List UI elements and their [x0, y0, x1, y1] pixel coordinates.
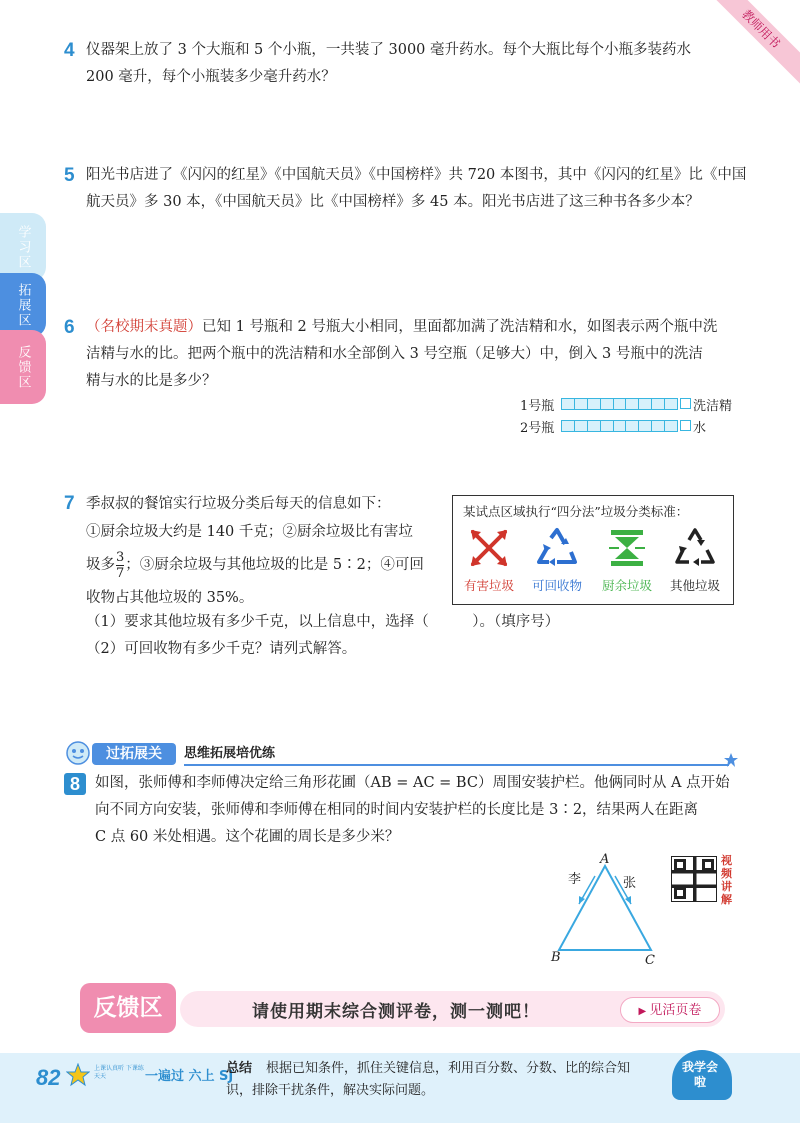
recyclable-waste-label: 可回收物 — [531, 578, 582, 593]
see-worksheet-button[interactable] — [620, 997, 720, 1023]
fraction-numerator: 3 — [116, 549, 125, 565]
vertex-a: A — [600, 852, 610, 867]
question-number: 4 — [64, 40, 75, 61]
question-8-line-2: 向不同方向安装，张师傅和李师傅在相同的时间内安装护栏的长度比是 3∶2，结果两人在距离 — [95, 802, 699, 818]
vertex-b: B — [551, 950, 561, 965]
question-7-text — [86, 490, 446, 612]
recyclable-waste — [525, 526, 589, 593]
question-4-line-2: 200 毫升，每个小瓶装多少毫升药水？ — [86, 69, 336, 85]
question-8-text — [95, 770, 730, 851]
summary-label: 总结 — [226, 1061, 253, 1076]
bottle-1-bar — [561, 398, 678, 410]
question-4-text — [86, 37, 691, 91]
detergent-legend-box — [680, 398, 691, 409]
question-8-badge — [64, 773, 86, 795]
section-subtitle: 思维拓展培优练 — [184, 746, 276, 761]
kitchen-waste-label: 厨余垃圾 — [601, 578, 652, 593]
qr-code[interactable] — [671, 856, 717, 902]
question-number: 5 — [64, 165, 75, 186]
kitchen-waste — [595, 526, 659, 593]
question-number: 6 — [64, 317, 75, 338]
question-6-line-2: 洁精与水的比。把两个瓶中的洗洁精和水全部倒入 3 号空瓶（足够大）中，倒入 3 号瓶中的洗洁 — [86, 346, 703, 362]
other-waste-label: 其他垃圾 — [669, 578, 720, 593]
mascot-icon — [64, 739, 92, 767]
feedback-banner — [80, 983, 730, 1033]
brand-slogan: 上课认真听 下课练天天 — [94, 1065, 144, 1080]
fraction — [116, 550, 124, 581]
waste-box-title: 某试点区域执行“四分法”垃圾分类标准： — [463, 504, 689, 519]
hazardous-waste — [457, 526, 521, 593]
section-title: 过拓展关 — [92, 743, 176, 765]
recycle-icon — [535, 526, 579, 570]
vertex-c: C — [645, 953, 655, 968]
hazardous-waste-icon — [467, 526, 511, 570]
star-icon — [66, 1063, 90, 1087]
li-label: 李 — [568, 872, 582, 887]
water-legend-box — [680, 420, 691, 431]
hazardous-waste-label: 有害垃圾 — [463, 578, 514, 593]
question-5-line-2: 航天员》多 30 本，《中国航天员》比《中国榜样》多 45 本。阳光书店进了这三种书各多少本？ — [86, 194, 700, 210]
star-icon — [724, 753, 738, 767]
play-icon: ▶ — [638, 1006, 650, 1017]
bottle-1-label: 1号瓶 — [520, 399, 555, 414]
question-7-part-1: （1）要求其他垃圾有多少千克，以上信息中，选择（ ）。（填序号） — [86, 614, 560, 630]
question-8-line-1: 如图，张师傅和李师傅决定给三角形花圃（AB = AC = BC）周围安装护栏。他俩同时从 A 点开始 — [95, 775, 730, 791]
question-7-line-4: 收物占其他垃圾的 35%。 — [86, 590, 254, 606]
question-7-line-3a: 圾多 — [86, 557, 115, 573]
other-waste — [663, 526, 727, 593]
triangle-figure — [545, 850, 665, 970]
question-7-subquestions — [86, 609, 646, 663]
feedback-tab: 反馈区 — [80, 983, 176, 1033]
teacher-edition-ribbon — [710, 0, 800, 90]
summary — [226, 1058, 656, 1102]
mascot-label: 我学会啦 — [681, 1060, 718, 1089]
brand-name: 一遍过 六上 SJ — [145, 1069, 234, 1084]
question-6-text — [86, 314, 717, 395]
question-7-part-2: （2）可回收物有多少千克？请列式解答。 — [86, 641, 357, 657]
question-5-line-1: 阳光书店进了《闪闪的红星》《中国航天员》《中国榜样》共 720 本图书，其中《闪闪的红星》比《中国 — [86, 167, 747, 183]
side-tab-study-label: 学习区 — [15, 224, 31, 270]
kitchen-waste-icon — [605, 526, 649, 570]
question-number: 8 — [69, 774, 80, 794]
section-divider — [184, 764, 729, 766]
question-4-line-1: 仪器架上放了 3 个大瓶和 5 个小瓶，一共装了 3000 毫升药水。每个大瓶比每个小瓶多装药水 — [86, 42, 692, 58]
question-7-line-2: ①厨余垃圾大约是 140 千克；②厨余垃圾比有害垃 — [86, 524, 413, 540]
question-5-text — [86, 162, 746, 216]
see-worksheet-label: 见活页卷 — [649, 1003, 702, 1018]
waste-classification-box — [452, 495, 734, 605]
question-6-line-1: 已知 1 号瓶和 2 号瓶大小相同，里面都加满了洗洁精和水，如图表示两个瓶中洗 — [202, 319, 718, 335]
side-tab-extend-label: 拓展区 — [15, 282, 31, 328]
feedback-text: 请使用期末综合测评卷，测一测吧！ — [252, 1002, 540, 1022]
question-number: 7 — [64, 493, 75, 514]
summary-text: 根据已知条件，抓住关键信息，利用百分数、分数、比的综合知识，排除干扰条件，解决实际问题。 — [226, 1061, 631, 1098]
teacher-edition-label: 教师用书 — [710, 0, 800, 90]
question-7-line-1: 季叔叔的餐馆实行垃圾分类后每天的信息如下： — [86, 496, 391, 512]
water-legend-label: 水 — [693, 421, 707, 436]
bottle-2-label: 2号瓶 — [520, 421, 555, 436]
detergent-legend-label: 洗洁精 — [693, 399, 733, 414]
video-explanation-label: 视频讲解 — [721, 854, 732, 906]
fraction-denominator: 7 — [116, 565, 125, 581]
bottle-2-bar — [561, 420, 678, 432]
side-tab-feedback[interactable] — [0, 330, 46, 404]
question-7-line-3b: ；③厨余垃圾与其他垃圾的比是 5∶2；④可回 — [125, 557, 424, 573]
side-tab-feedback-label: 反馈区 — [15, 344, 31, 390]
exam-source-tag: （名校期末真题） — [86, 319, 202, 335]
question-8-line-3: C 点 60 米处相遇。这个花圃的周长是多少米？ — [95, 829, 400, 845]
zhang-label: 张 — [623, 876, 637, 891]
side-tab-extend[interactable] — [0, 273, 46, 337]
section-header — [64, 743, 736, 765]
question-6-line-3: 精与水的比是多少？ — [86, 373, 217, 389]
side-tab-study[interactable] — [0, 213, 46, 281]
other-waste-icon — [673, 526, 717, 570]
page-number: 82 — [36, 1065, 61, 1090]
